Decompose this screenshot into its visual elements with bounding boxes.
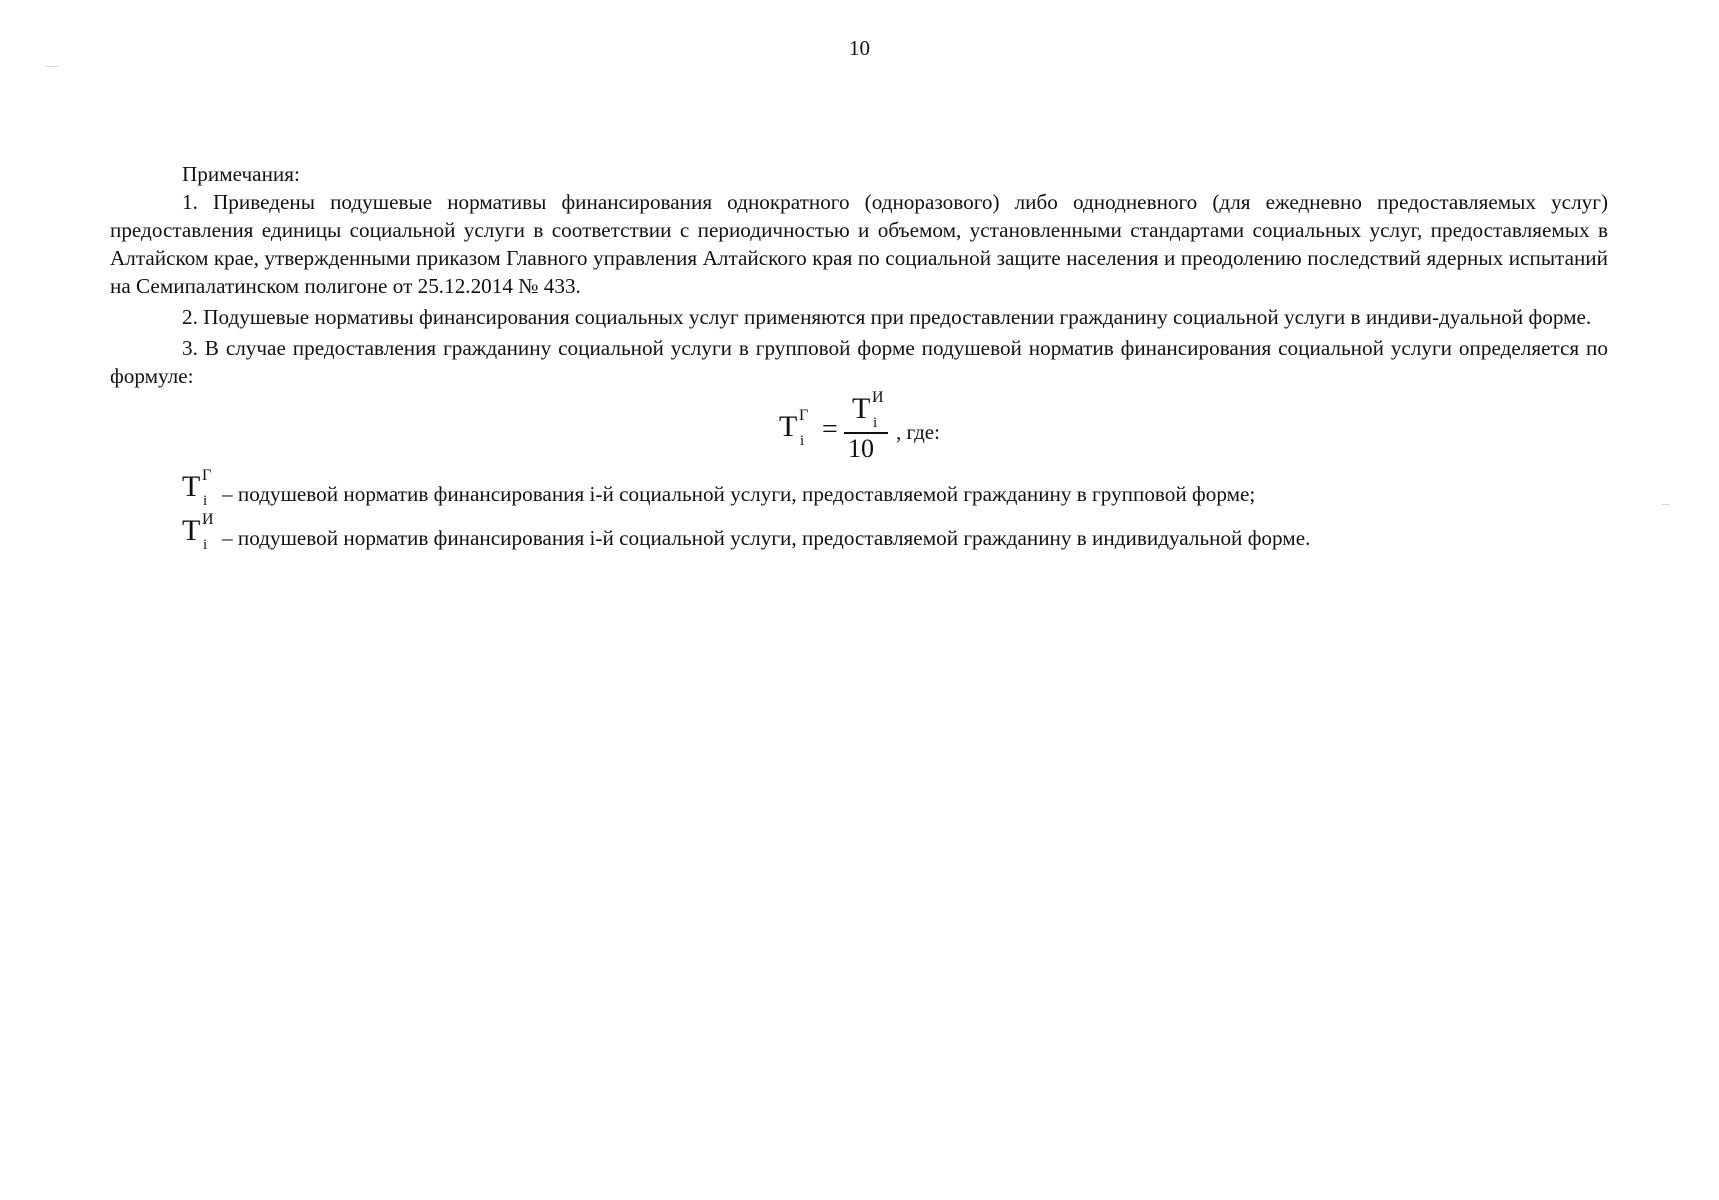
formula-numerator-symbol: T (852, 392, 871, 425)
notes-heading: Примечания: (182, 162, 300, 186)
definition-symbol (182, 511, 218, 556)
definition-symbol-letter: T (182, 470, 201, 503)
page-number: 10 (849, 36, 870, 60)
formula-denominator: 10 (848, 434, 874, 463)
formula-numerator (852, 389, 888, 434)
definition-symbol-superscript: И (202, 511, 214, 528)
note-2: 2. Подушевые нормативы финансирования социальных услуг применяются при предоставлении гражданину социальной услуги в индиви-дуальной форме. (182, 305, 1592, 329)
definition-individual-norm (182, 511, 1608, 558)
definition-symbol-letter: T (182, 514, 201, 547)
note-3: 3. В случае предоставления гражданину социальной услуги в групповой форме подушевой норматив финансирования социальной услуги определяется по формуле: (110, 336, 1608, 388)
formula-lhs (779, 407, 815, 452)
definition-text: – подушевой норматив финансирования i-й социальной услуги, предоставляемой гражданину в групповой форме; (222, 482, 1256, 506)
definition-symbol-subscript: i (203, 493, 208, 509)
definition-text: – подушевой норматив финансирования i-й социальной услуги, предоставляемой гражданину в индивидуальной форме. (222, 526, 1311, 550)
formula (110, 389, 1608, 470)
formula-suffix: , где: (896, 420, 940, 444)
formula-lhs-symbol: T (779, 410, 798, 443)
formula-numerator-subscript: i (873, 415, 878, 431)
definition-group-norm (182, 467, 1608, 514)
formula-lhs-superscript: Г (799, 407, 809, 424)
note-1: 1. Приведены подушевые нормативы финансирования однократного (одноразового) либо однодневного (для ежедневно предоставляемых услуг) предоставления единицы социальной услуги в соответствии с периодичностью и объемом, установленными стандартами социальных услуг, предоставляемых в Алтайском крае, утвержденными приказом Главного управления Алтайского края по социальной защите населения и преодолению последствий ядерных испытаний на Семипалатинском полигоне от 25.12.2014 № 433. (110, 190, 1608, 298)
scan-artifact-mark (1662, 504, 1670, 505)
scan-artifact-mark (46, 66, 58, 67)
definition-symbol (182, 467, 218, 512)
formula-lhs-subscript: i (800, 433, 805, 449)
formula-numerator-superscript: И (872, 389, 884, 406)
formula-fraction (844, 389, 888, 466)
formula-equals: = (822, 414, 838, 445)
notes-section (110, 160, 1608, 558)
definition-symbol-subscript: i (203, 537, 208, 553)
definition-symbol-superscript: Г (202, 467, 212, 484)
